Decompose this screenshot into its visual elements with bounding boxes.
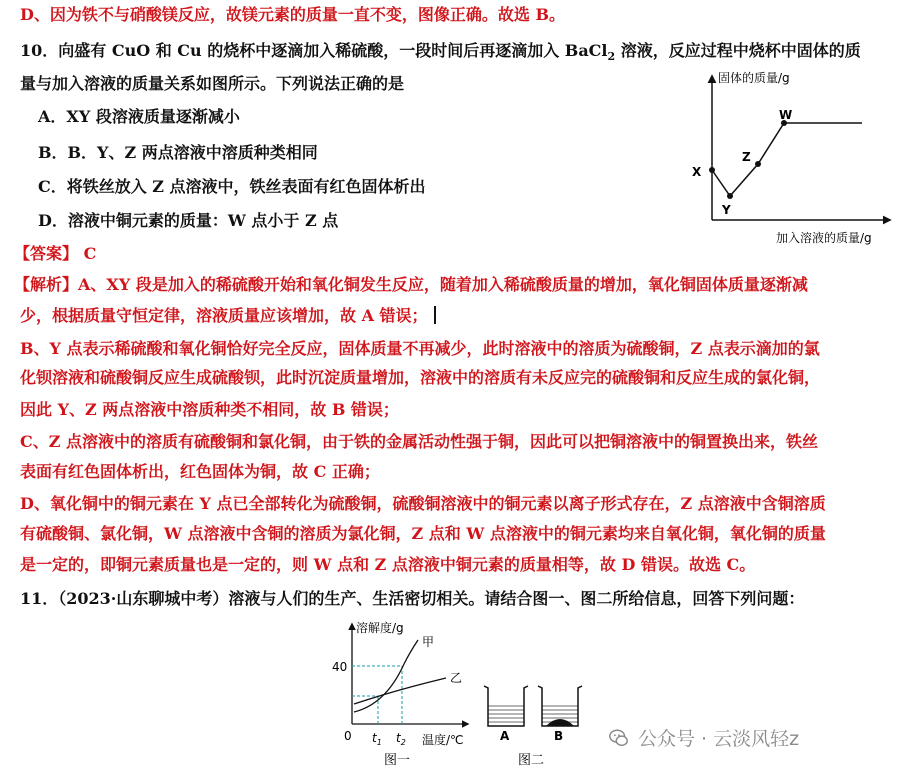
fig1-origin: 0 <box>344 729 352 743</box>
graph-curve <box>712 123 862 196</box>
beaker-b-label: B <box>554 729 564 743</box>
fig1-label-jia: 甲 <box>422 635 435 649</box>
fig1-x-label: 温度/℃ <box>422 733 464 747</box>
beaker-b <box>538 686 582 743</box>
analysis-line7: 表面有红色固体析出，红色固体为铜，故 C 正确； <box>20 462 380 481</box>
fig1-caption: 图一 <box>384 753 411 768</box>
analysis-text-2: 少，根据质量守恒定律，溶液质量应该增加，故 A 错误； <box>20 306 428 325</box>
point-z-label: Z <box>742 150 751 164</box>
question-10-line2: 量与加入溶液的质量关系如图所示。下列说法正确的是 <box>20 74 405 93</box>
q10-subscript: 2 <box>607 50 616 64</box>
option-b: B．B．Y、Z 两点溶液中溶质种类相同 <box>38 143 318 162</box>
fig1-tick-40: 40 <box>332 660 348 674</box>
graph-solid-mass <box>684 64 900 250</box>
figure-2-beakers <box>480 676 590 772</box>
analysis-line1 <box>14 274 808 296</box>
answer-label: 【答案】 <box>14 244 79 263</box>
figure-1-solubility <box>326 614 476 772</box>
q10-text-b: 溶液，反应过程中烧杯中固体的质 <box>615 41 861 60</box>
point-w-label: W <box>779 108 793 122</box>
point-x-marker <box>709 167 715 173</box>
fig2-caption: 图二 <box>518 753 545 768</box>
fig1-t1-sub: 1 <box>376 738 382 747</box>
point-x-label: X <box>692 165 702 179</box>
analysis-line10: 是一定的，即铜元素质量也是一定的，则 W 点和 Z 点溶液中铜元素的质量相等，故 D 错误。故选 C。 <box>20 555 756 574</box>
watermark-text: 公众号 · 云淡风轻z <box>638 728 800 750</box>
point-z-marker <box>755 161 761 167</box>
fig1-t2 <box>396 731 406 747</box>
option-a: A．XY 段溶液质量逐渐减小 <box>38 107 240 126</box>
analysis-line5: 因此 Y、Z 两点溶液中溶质种类不相同，故 B 错误； <box>20 400 399 419</box>
fig1-curve-yi <box>354 678 446 704</box>
point-y-label: Y <box>722 203 731 217</box>
analysis-line4: 化钡溶液和硫酸铜反应生成硫酸钡，此时沉淀质量增加，溶液中的溶质有未反应完的硫酸铜和反应生成的氯化铜， <box>20 368 821 387</box>
graph-x-label: 加入溶液的质量/g <box>776 231 872 245</box>
analysis-line9: 有硫酸铜、氯化铜，W 点溶液中含铜的溶质为氯化铜，Z 点和 W 点溶液中的铜元素均来自氧化铜，氧化铜的质量 <box>20 524 826 543</box>
analysis-line2 <box>20 305 436 327</box>
beaker-a-liquid <box>488 704 524 726</box>
analysis-label: 【解析】 <box>14 275 79 294</box>
option-c: C．将铁丝放入 Z 点溶液中，铁丝表面有红色固体析出 <box>38 177 426 196</box>
analysis-line6: C、Z 点溶液中的溶质有硫酸铜和氯化铜，由于铁的金属活动性强于铜，因此可以把铜溶液中的铜置换出来，铁丝 <box>20 432 818 451</box>
beaker-a-label: A <box>500 729 510 743</box>
analysis-line8: D、氧化铜中的铜元素在 Y 点已全部转化为硫酸铜，硫酸铜溶液中的铜元素以离子形式存在，Z 点溶液中含铜溶质 <box>20 494 826 513</box>
fig1-label-yi: 乙 <box>450 671 463 685</box>
analysis-line3: B、Y 点表示稀硫酸和氧化铜恰好完全反应，固体质量不再减少，此时溶液中的溶质为硫酸铜，Z 点表示滴加的氯 <box>20 339 820 358</box>
q10-text-a: 10．向盛有 CuO 和 Cu 的烧杯中逐滴加入稀硫酸，一段时间后再逐滴加入 BaCl <box>20 41 608 60</box>
beaker-a <box>484 686 528 743</box>
fig1-t2-sub: 2 <box>400 738 406 747</box>
question-11: 11．（2023·山东聊城中考）溶液与人们的生产、生活密切相关。请结合图一、图二所给信息，回答下列问题： <box>20 589 805 608</box>
fig1-t1 <box>372 731 382 747</box>
analysis-text-1: A、XY 段是加入的稀硫酸开始和氧化铜发生反应，随着加入稀硫酸质量的增加，氧化铜固体质量逐渐减 <box>78 275 808 294</box>
wechat-icon <box>608 727 630 749</box>
answer-value: C <box>83 244 97 263</box>
text-cursor <box>434 306 436 324</box>
fig1-y-label: 溶解度/g <box>356 621 404 635</box>
fig1-t2-text: t <box>396 731 401 745</box>
graph-y-label: 固体的质量/g <box>718 71 790 85</box>
watermark <box>608 724 799 751</box>
point-y-marker <box>727 193 733 199</box>
fig1-t1-text: t <box>372 731 377 745</box>
prev-answer-d: D、因为铁不与硝酸镁反应，故镁元素的质量一直不变，图像正确。故选 B。 <box>20 5 565 24</box>
answer-line <box>14 243 96 265</box>
option-d: D．溶液中铜元素的质量：W 点小于 Z 点 <box>38 211 339 230</box>
